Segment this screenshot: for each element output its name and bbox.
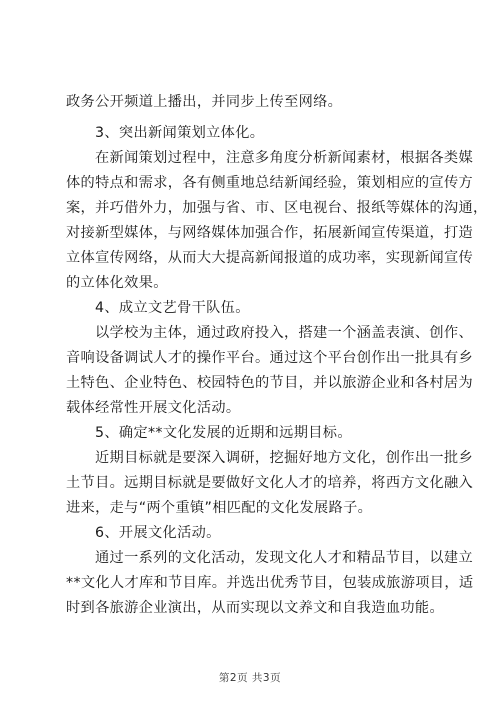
paragraph-line: 对接新型媒体，与网络媒体加强合作，拓展新闻宣传渠道，打造 [66,225,474,241]
paragraph-line: 立体宣传网络，从而大大提高新闻报道的成功率，实现新闻宣传 [66,250,474,266]
paragraph-line: 土节目。远期目标就是要做好文化人才的培养，将西方文化融入 [66,475,474,491]
paragraph-line: 音响设备调试人才的操作平台。通过这个平台创作出一批具有乡 [66,350,474,366]
paragraph-line: 在新闻策划过程中，注意多角度分析新闻素材，根据各类媒 [95,150,473,166]
section-heading-6: 6、开展文化活动。 [95,525,221,541]
paragraph-line: 进来，走与“两个重镇”相匹配的文化发展路子。 [66,500,373,516]
paragraph-line: 政务公开频道上播出，并同步上传至网络。 [66,94,343,110]
paragraph-line: 案，并巧借外力，加强与省、市、区电视台、报纸等媒体的沟通， [66,200,488,216]
paragraph-line: 以学校为主体，通过政府投入，搭建一个涵盖表演、创作、 [95,325,473,341]
paragraph-line: 土特色、企业特色、校园特色的节目，并以旅游企业和各村居为 [66,375,474,391]
page-footer: 第2页 共3页 [218,672,282,684]
paragraph-line: 时到各旅游企业演出，从而实现以文养文和自我造血功能。 [66,600,444,616]
paragraph-line: 载体经常性开展文化活动。 [66,400,241,416]
paragraph-line: **文化人才库和节目库。并选出优秀节目，包装成旅游项目，适 [66,575,474,591]
section-heading-4: 4、成立文艺骨干队伍。 [95,300,250,316]
paragraph-line: 的立体化效果。 [66,275,168,291]
section-heading-5: 5、确定**文化发展的近期和远期目标。 [95,425,352,441]
paragraph-line: 体的特点和需求，各有侧重地总结新闻经验，策划相应的宣传方 [66,175,474,191]
paragraph-line: 近期目标就是要深入调研，挖掘好地方文化，创作出一批乡 [95,450,473,466]
section-heading-3: 3、突出新闻策划立体化。 [95,125,265,141]
paragraph-line: 通过一系列的文化活动，发现文化人才和精品节目，以建立 [95,550,473,566]
